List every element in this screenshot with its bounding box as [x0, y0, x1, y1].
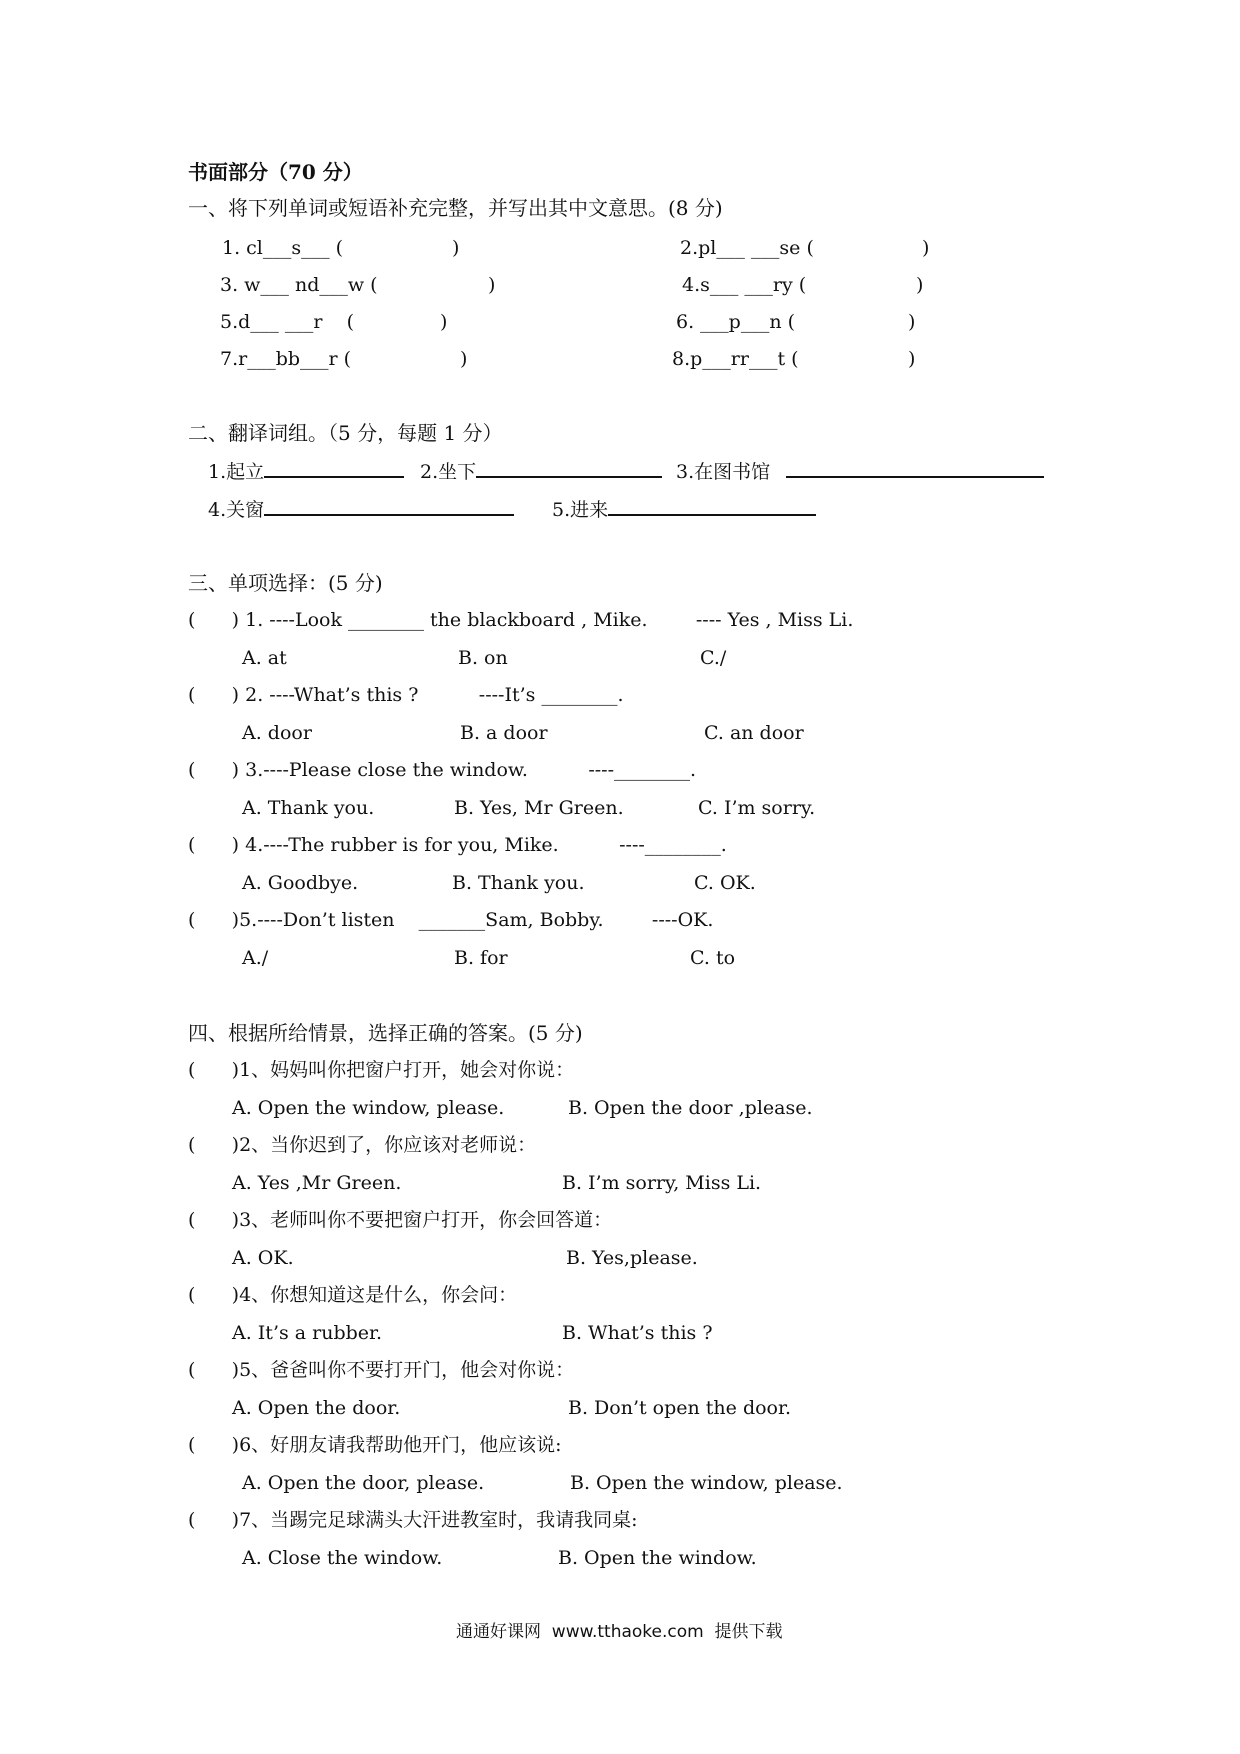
s3-question-4: ( ) 4.----The rubber is for you, Mike. ----________.: [188, 834, 727, 856]
s1-item-8: 8.p___rr___t (: [672, 348, 799, 370]
section1-heading: 一、将下列单词或短语补充完整，并写出其中文意思。(8 分): [188, 196, 723, 220]
s2-item-2: 2.坐下: [420, 458, 662, 484]
s3-question-3: ( ) 3.----Please close the window. ----________.: [188, 759, 697, 781]
s3-question-2: ( ) 2. ----What’s this ? ----It’s ________.: [188, 684, 624, 706]
s4-q5-option-a: A. Open the door.: [232, 1397, 401, 1419]
s3-question-5: ( )5.----Don’t listen _______Sam, Bobby. ----OK.: [188, 909, 714, 931]
s3-q3-option-a: A. Thank you.: [242, 797, 375, 819]
s1-item-5: 5.d___ ___r (: [220, 311, 354, 333]
s1-item-4: 4.s___ ___ry (: [682, 274, 807, 296]
s1-item-7: 7.r___bb___r (: [220, 348, 352, 370]
s3-q4-option-a: A. Goodbye.: [242, 872, 359, 894]
s1-item-4-close: ): [916, 274, 924, 296]
s2-item-1: 1.起立: [208, 458, 404, 484]
s3-q2-option-a: A. door: [242, 722, 312, 744]
s1-item-8-close: ): [908, 348, 916, 370]
s4-q6-option-a: A. Open the door, please.: [242, 1472, 485, 1494]
s3-q4-option-b: B. Thank you.: [452, 872, 585, 894]
s4-q3-option-b: B. Yes,please.: [566, 1247, 698, 1269]
s4-q3-option-a: A. OK.: [232, 1247, 294, 1269]
s4-question-4: ( )4、你想知道这是什么，你会问：: [188, 1284, 518, 1306]
page-title: 书面部分（70 分）: [188, 160, 363, 184]
s4-q2-option-a: A. Yes ,Mr Green.: [232, 1172, 402, 1194]
s3-q3-option-c: C. I’m sorry.: [698, 797, 816, 819]
s4-question-1: ( )1、妈妈叫你把窗户打开，她会对你说：: [188, 1059, 575, 1081]
s4-question-6: ( )6、好朋友请我帮助他开门，他应该说:: [188, 1434, 562, 1456]
s3-q5-option-c: C. to: [690, 947, 736, 969]
s4-q7-option-b: B. Open the window.: [558, 1547, 757, 1569]
s3-q5-option-b: B. for: [454, 947, 508, 969]
s3-question-1: ( ) 1. ----Look ________ the blackboard , Mike. ---- Yes , Miss Li.: [188, 609, 854, 631]
section2-heading: 二、翻译词组。（5 分，每题 1 分）: [188, 421, 503, 445]
s1-item-1: 1. cl___s___ (: [222, 237, 344, 259]
s3-q1-option-a: A. at: [242, 647, 287, 669]
s1-item-6-close: ): [908, 311, 916, 333]
s3-q2-option-b: B. a door: [460, 722, 548, 744]
s1-item-5-close: ): [440, 311, 448, 333]
s3-q2-option-c: C. an door: [704, 722, 804, 744]
s1-item-3-close: ): [488, 274, 496, 296]
s2-item-4: 4.关窗: [208, 496, 514, 522]
s4-question-7: ( )7、当踢完足球满头大汗进教室时，我请我同桌:: [188, 1509, 638, 1531]
s1-item-1-close: ): [452, 237, 460, 259]
s3-q1-option-b: B. on: [458, 647, 508, 669]
section3-heading: 三、单项选择：(5 分): [188, 571, 383, 595]
s4-question-2: ( )2、当你迟到了，你应该对老师说：: [188, 1134, 537, 1156]
s4-q5-option-b: B. Don’t open the door.: [568, 1397, 792, 1419]
footer-credit: 通通好课网 www.tthaoke.com 提供下载: [456, 1622, 783, 1642]
s4-question-3: ( )3、老师叫你不要把窗户打开，你会回答道：: [188, 1209, 613, 1231]
s4-q4-option-a: A. It’s a rubber.: [232, 1322, 383, 1344]
s3-q5-option-a: A./: [242, 947, 269, 969]
s4-q1-option-b: B. Open the door ,please.: [568, 1097, 813, 1119]
s1-item-3: 3. w___ nd___w (: [220, 274, 378, 296]
s4-q2-option-b: B. I’m sorry, Miss Li.: [562, 1172, 762, 1194]
s1-item-6: 6. ___p___n (: [676, 311, 796, 333]
s4-question-5: ( )5、爸爸叫你不要打开门，他会对你说：: [188, 1359, 575, 1381]
s1-item-7-close: ): [460, 348, 468, 370]
s2-item-3: 3.在图书馆: [676, 458, 1044, 484]
s4-q1-option-a: A. Open the window, please.: [232, 1097, 505, 1119]
s4-q6-option-b: B. Open the window, please.: [570, 1472, 843, 1494]
s3-q1-option-c: C./: [700, 647, 727, 669]
s1-item-2: 2.pl___ ___se (: [680, 237, 814, 259]
s3-q3-option-b: B. Yes, Mr Green.: [454, 797, 624, 819]
section4-heading: 四、根据所给情景，选择正确的答案。(5 分): [188, 1021, 583, 1045]
s4-q7-option-a: A. Close the window.: [242, 1547, 443, 1569]
s4-q4-option-b: B. What’s this ?: [562, 1322, 713, 1344]
s2-item-5: 5.进来: [552, 496, 816, 522]
s3-q4-option-c: C. OK.: [694, 872, 756, 894]
s1-item-2-close: ): [922, 237, 930, 259]
